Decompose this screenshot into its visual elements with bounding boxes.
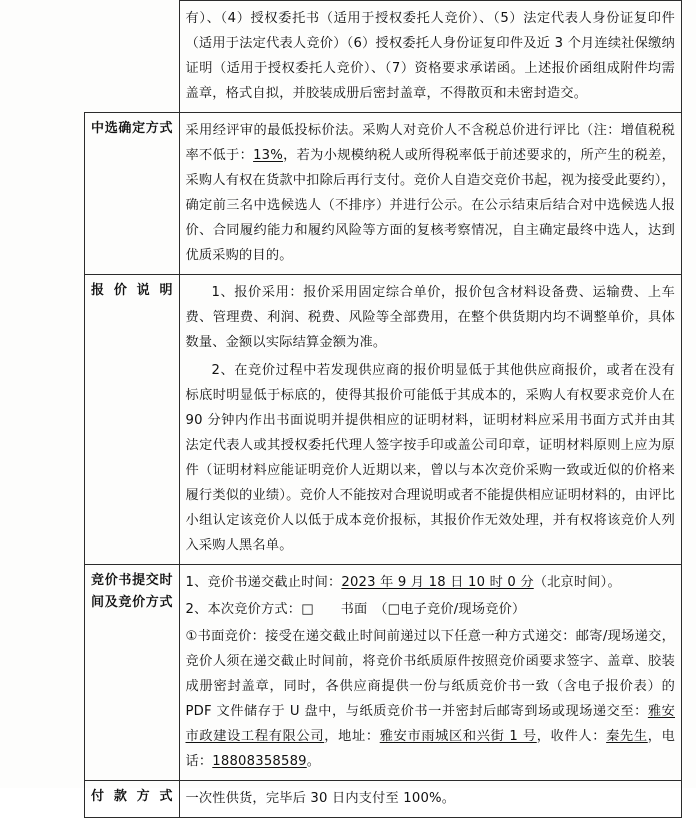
row-label-selection-method: 中选确定方式 — [85, 113, 180, 275]
table-row-selection-method — [85, 113, 682, 275]
contract-terms-table — [84, 0, 682, 818]
row-content-selection-method — [179, 113, 682, 275]
paragraph: ①书面竞价：接受在递交截止时间前递过以下任意一种方式递交：邮寄/现场递交，竞价人须在递交截止时间前，将竞价书纸质原件按照竞价函要求签字、盖章、胶装成册密封盖章，同时，各供应商提供一份与纸质竞价书一致（含电子报价表）的 PDF 文件储存于 U 盘中，与纸质竞价书一并密封后邮寄到场或现场递交至：雅安市政建设工程有限公司，地址：雅安市雨城区和兴街 1 号，收件人：秦先生，电话：18808358589。 — [185, 629, 676, 769]
table-row-submission — [85, 565, 682, 781]
row-label-payment: 付款方式 — [85, 781, 180, 818]
row-content-submission — [179, 565, 682, 781]
row-content-quotation-note — [179, 275, 682, 565]
row-content-continued — [179, 1, 682, 113]
paragraph: 2、在竞价过程中若发现供应商的报价明显低于其他供应商报价，或者在没有标底时明显低于标底的，使得其报价可能低于其成本的，采购人有权要求竞价人在 90 分钟内作出书面说明并提供相应的证明材料，证明材料应采用书面方式并由其法定代表人或其授权委托代理人签字按手印或盖公司印章，证明材料原则上应为原件（证明材料应能证明竞价人近期以来，曾以与本次竞价采购一致或近似的价格来履行类似的业绩）。竞价人不能按对合理说明或者不能提供相应证明材料的，由评比小组认定该竞价人以低于成本竞价报标，其报价作无效处理，并有权将该竞价人列入采购人黑名单。 — [185, 363, 675, 553]
paragraph: 2、本次竞价方式：□ 书面 （□电子竞价/现场竞价） — [185, 602, 526, 617]
table-row-payment — [85, 781, 682, 818]
paragraph: 1、竞价书递交截止时间：2023 年 9 月 18 日 10 时 0 分（北京时间）。 — [185, 575, 621, 590]
row-content-payment — [179, 781, 682, 818]
table-row-continued — [85, 1, 682, 113]
row-label-submission: 竞价书提交时间及竞价方式 — [85, 565, 180, 781]
row-label-continued — [85, 1, 180, 113]
paragraph: 有）、（4）授权委托书（适用于授权委托人竞价）、（5）法定代表人身份证复印件（适用于法定代表人竞价）（6）授权委托人身份证复印件及近 3 个月连续社保缴纳证明（适用于授权委托人竞价）、（7）资格要求承诺函。上述报价函组成附件均需盖章，格式自拟，并胶装成册后密封盖章，不得散页和未密封造交。 — [185, 11, 675, 101]
paragraph: 采用经评审的最低投标价法。采购人对竞价人不含税总价进行评比（注：增值税税率不低于：13%，若为小规模纳税人或所得税率低于前述要求的，所产生的税差，采购人有权在货款中扣除后再行支付。竞价人自造交竞价书起，视为接受此要约），确定前三名中选候选人（不排序）并进行公示。在公示结束后结合对中选候选人报价、合同履约能力和履约风险等方面的复核考察情况，自主确定最终中选人，达到优质采购的目的。 — [185, 123, 675, 263]
paragraph: 1、报价采用：报价采用固定综合单价，报价包含材料设备费、运输费、上车费、管理费、利润、税费、风险等全部费用，在整个供货期内均不调整单价，具体数量、金额以实际结算金额为准。 — [185, 285, 675, 350]
row-label-quotation-note: 报价说明 — [85, 275, 180, 565]
paragraph: 一次性供货，完毕后 30 日内支付至 100%。 — [185, 791, 456, 806]
table-row-quotation-note — [85, 275, 682, 565]
